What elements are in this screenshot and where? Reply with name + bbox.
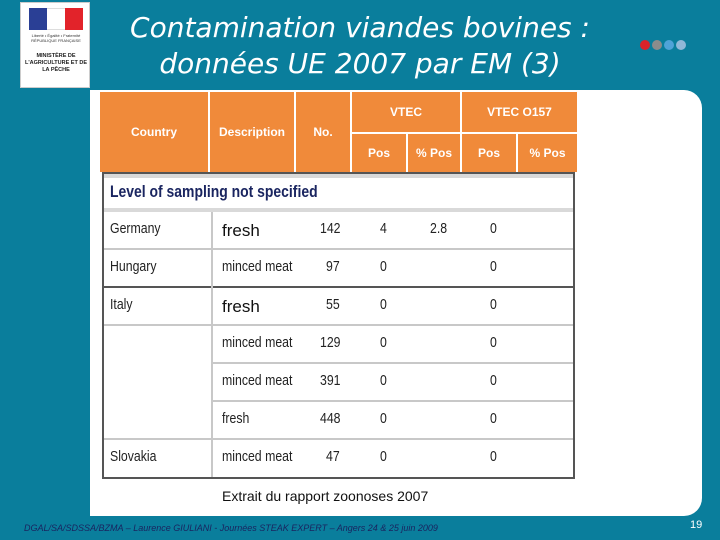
cell-description: minced meat: [222, 334, 293, 351]
table-row: [104, 402, 573, 440]
cell-country: Hungary: [110, 258, 157, 275]
header-no: No.: [313, 125, 333, 139]
header-o157-pos: Pos: [477, 146, 500, 160]
table-row: [104, 250, 573, 288]
table-row: [212, 364, 573, 402]
cell-vtec-pos: 0: [380, 372, 387, 389]
cell-country: Germany: [110, 220, 161, 237]
cell-description: minced meat: [222, 372, 293, 389]
header-vtec-pct-pos: % Pos: [415, 146, 452, 160]
title-line-1: Contamination viandes bovines :: [130, 11, 590, 44]
page-number: 19: [690, 519, 703, 531]
cell-vtec-pos: 0: [380, 258, 387, 275]
cell-country: Italy: [110, 296, 133, 313]
title-line-2: données UE 2007 par EM (3): [159, 47, 561, 80]
header-vtec: VTEC: [389, 105, 422, 119]
french-flag-icon: [29, 8, 83, 30]
cell-description: minced meat: [222, 448, 293, 465]
dot-3: [664, 40, 674, 50]
cell-no: 129: [320, 334, 341, 351]
cell-country: Slovakia: [110, 448, 157, 465]
cell-vtec-pos: 0: [380, 448, 387, 465]
header-o157-pct-pos: % Pos: [529, 146, 566, 160]
table-row: [104, 440, 573, 477]
table-row: [212, 326, 573, 364]
cell-o157-pos: 0: [490, 220, 497, 237]
table-row: [104, 288, 573, 326]
cell-o157-pos: 0: [490, 334, 497, 351]
cell-no: 55: [326, 296, 340, 313]
header-vtec-o157: VTEC O157: [487, 105, 552, 119]
cell-description: minced meat: [222, 258, 293, 275]
cell-description: fresh: [222, 221, 260, 240]
cell-vtec-pos: 0: [380, 296, 387, 313]
footer-text: DGAL/SA/SDSSA/BZMA – Laurence GIULIANI - Journées STEAK EXPERT – Angers 24 & 25 juin 2009: [24, 523, 438, 533]
cell-o157-pos: 0: [490, 372, 497, 389]
cell-no: 391: [320, 372, 341, 389]
table-row: [104, 212, 573, 250]
header-vtec-pos: Pos: [367, 146, 390, 160]
cell-no: 97: [326, 258, 340, 275]
cell-vtec-pos: 4: [380, 220, 387, 237]
source-caption: Extrait du rapport zoonoses 2007: [222, 488, 429, 504]
cell-o157-pos: 0: [490, 296, 497, 313]
cell-no: 47: [326, 448, 340, 465]
dot-2: [652, 40, 662, 50]
decorative-dots: [640, 40, 686, 50]
header-description: Description: [218, 125, 285, 139]
slide-title: [100, 10, 620, 82]
cell-vtec-pct: 2.8: [430, 220, 448, 237]
table-header: [100, 92, 577, 172]
dot-4: [676, 40, 686, 50]
cell-o157-pos: 0: [490, 448, 497, 465]
cell-no: 448: [320, 410, 341, 427]
cell-no: 142: [320, 220, 341, 237]
cell-o157-pos: 0: [490, 258, 497, 275]
cell-description: fresh: [222, 410, 250, 427]
section-label: Level of sampling not specified: [110, 182, 318, 201]
ministry-logo: [20, 2, 90, 88]
cell-o157-pos: 0: [490, 410, 497, 427]
logo-motto: Liberté • Égalité • Fraternité RÉPUBLIQUE FRANÇAISE: [31, 33, 81, 43]
header-country: Country: [131, 125, 177, 139]
dot-1: [640, 40, 650, 50]
logo-ministry-name: MINISTÈRE DE L'AGRICULTURE ET DE LA PÊCHE: [24, 53, 87, 73]
cell-vtec-pos: 0: [380, 410, 387, 427]
cell-description: fresh: [222, 297, 260, 316]
cell-vtec-pos: 0: [380, 334, 387, 351]
data-table: [102, 172, 575, 479]
